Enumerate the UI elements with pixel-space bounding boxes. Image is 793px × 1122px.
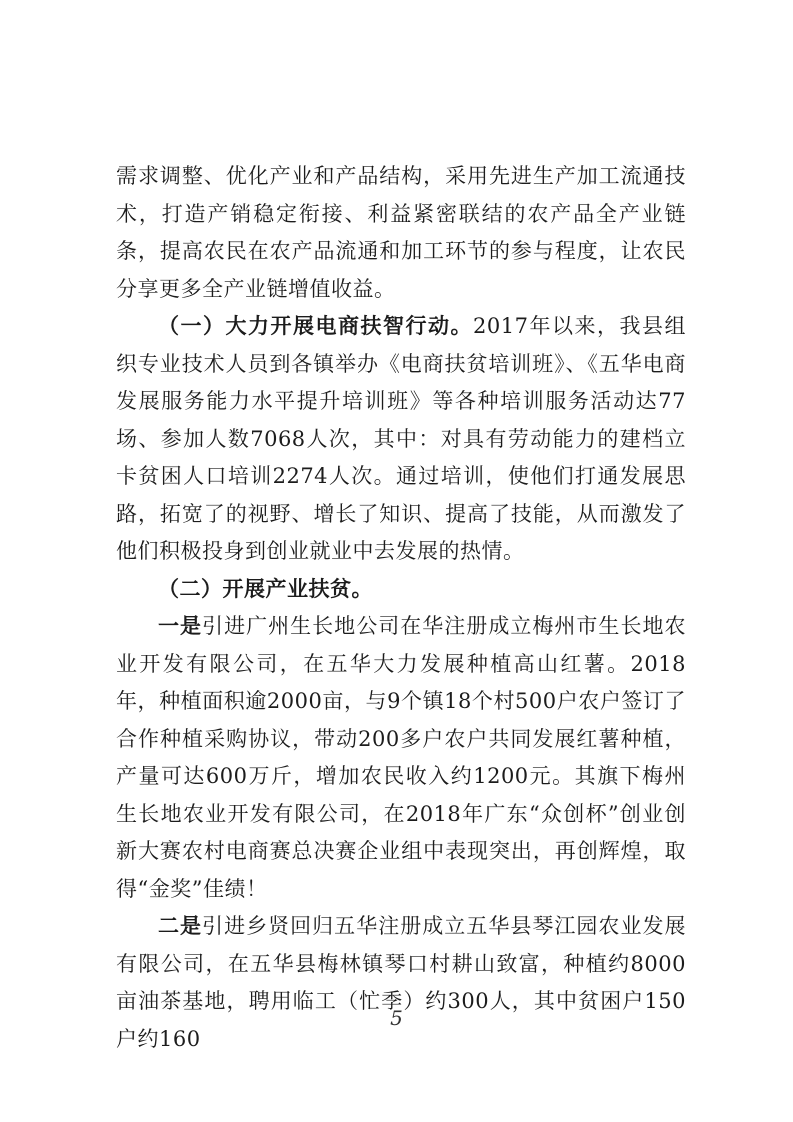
section-heading-1: （一）大力开展电商扶智行动。 [158, 314, 474, 338]
section-heading-2 [116, 571, 686, 609]
paragraph-5-lead: 二是 [158, 914, 203, 938]
page-number: 5 [390, 1006, 403, 1030]
paragraph-5-body: 引进乡贤回归五华注册成立五华县琴江园农业发展有限公司，在五华县梅林镇琴口村耕山致富，种植约8000亩油茶基地，聘用临工（忙季）约300人，其中贫困户150户约160 [116, 914, 687, 1051]
paragraph-4 [116, 608, 686, 908]
paragraph-4-lead: 一是 [158, 614, 203, 638]
paragraph-4-body: 引进广州生长地公司在华注册成立梅州市生长地农业开发有限公司，在五华大力发展种植高山红薯。2018年，种植面积逾2000亩，与9个镇18个村500户农户签订了合作种植采购协议，带动200多户农户共同发展红薯种植，产量可达600万斤，增加农民收入约1200元。其旗下梅州生长地农业开发有限公司，在2018年广东“众创杯”创业创新大赛农村电商赛总决赛企业组中表现突出，再创辉煌，取得“金奖”佳绩！ [116, 614, 687, 901]
paragraph-1: 需求调整、优化产业和产品结构，采用先进生产加工流通技术，打造产销稳定衔接、利益紧密联结的农产品全产业链条，提高农民在农产品流通和加工环节的参与程度，让农民分享更多全产业链增值收益。 [116, 164, 686, 301]
paragraph-2-body: 2017年以来，我县组织专业技术人员到各镇举办《电商扶贫培训班》、《五华电商发展服务能力水平提升培训班》等各种培训服务活动达77场、参加人数7068人次，其中：对具有劳动能力的建档立卡贫困人口培训2274人次。通过培训，使他们打通发展思路，拓宽了的视野、增长了知识、提高了技能，从而激发了他们积极投身到创业就业中去发展的热情。 [116, 314, 686, 563]
paragraph-5 [116, 908, 686, 1058]
section-heading-2-text: （二）开展产业扶贫。 [158, 576, 373, 601]
document-body [116, 158, 686, 1058]
paragraph-2 [116, 308, 686, 571]
